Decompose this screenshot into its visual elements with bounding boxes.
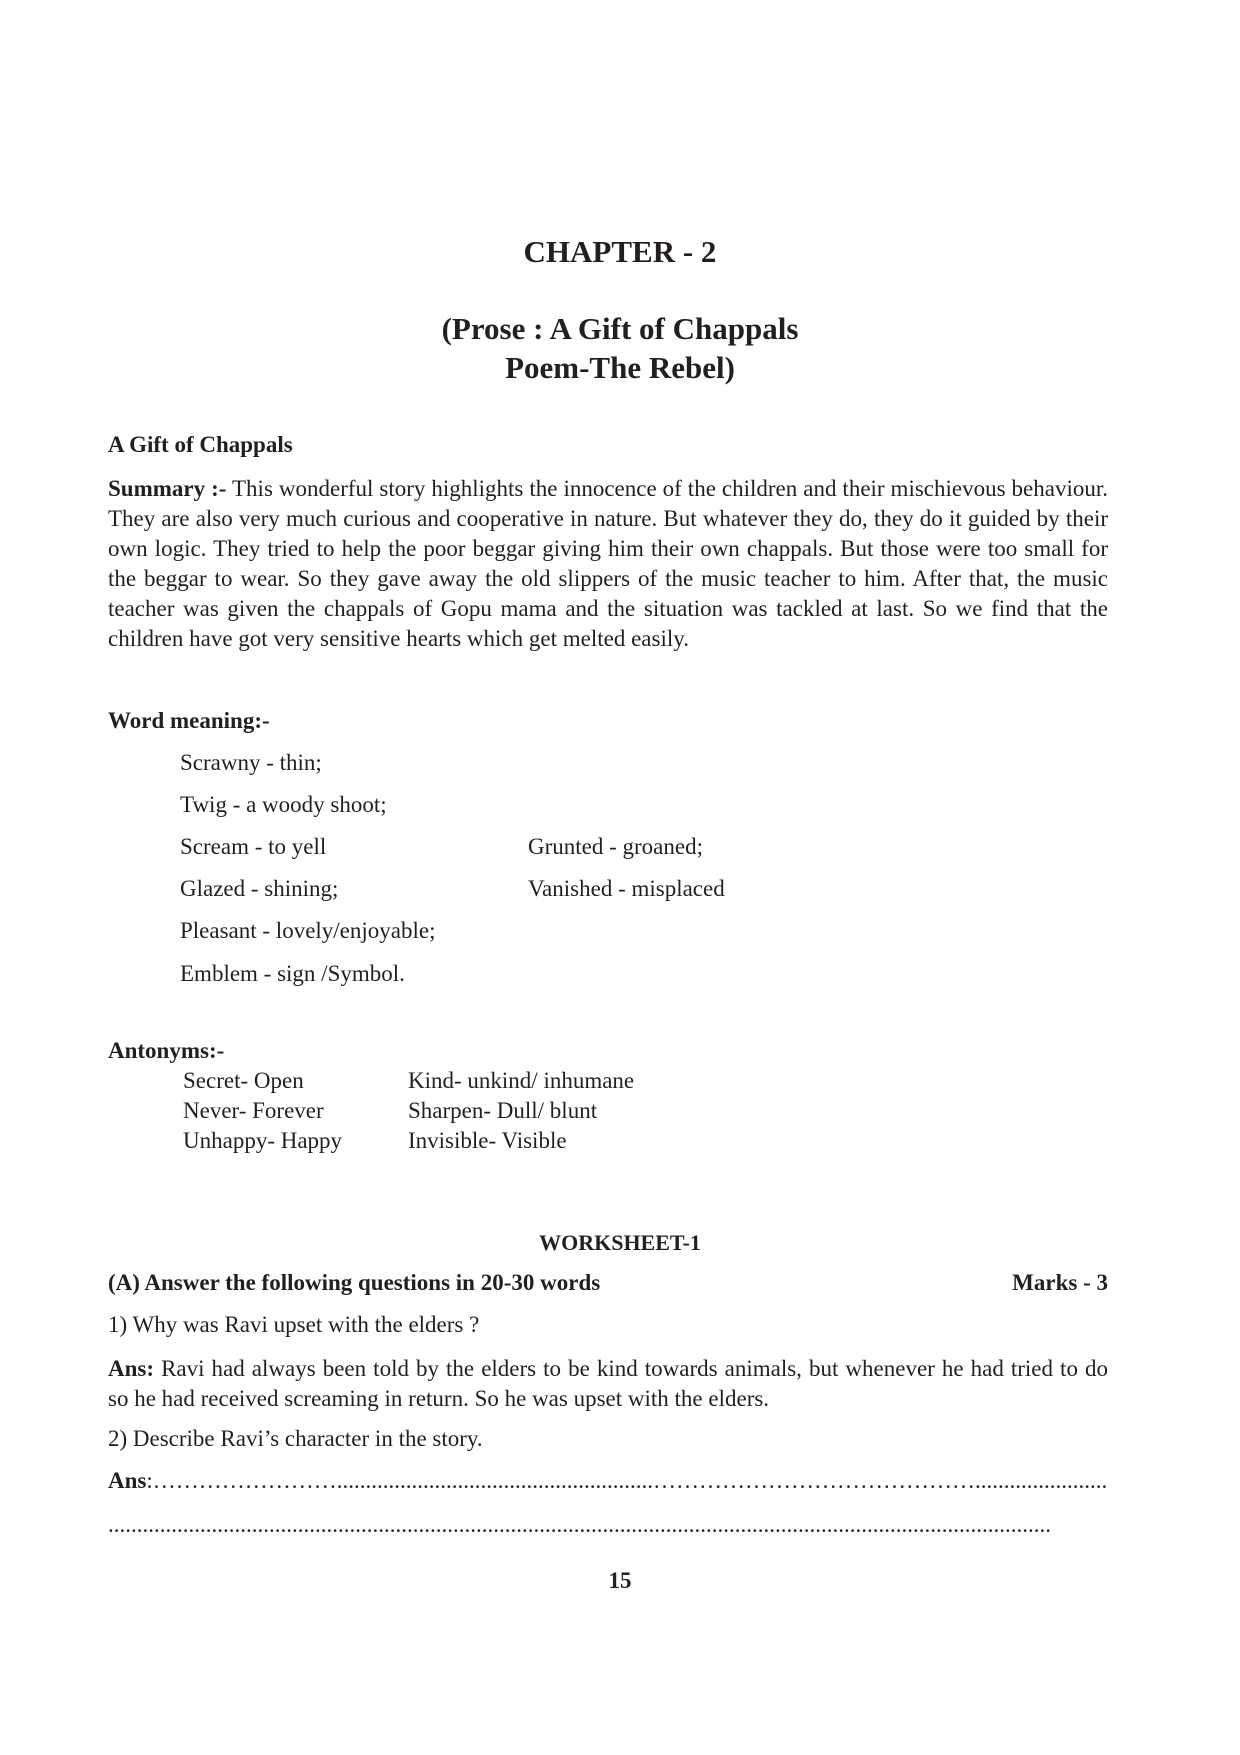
answer-1-text: Ravi had always been told by the elders to be kind towards animals, but whenever he had tried to do so he had received screaming in return. So he was upset with the elders. <box>108 1356 1108 1411</box>
word-meaning-item: Grunted - groaned; <box>528 834 703 859</box>
marks-label: Marks - 3 <box>1012 1270 1108 1295</box>
question-1: 1) Why was Ravi upset with the elders ? <box>108 1312 480 1337</box>
word-meaning-item: Glazed - shining; <box>180 876 339 901</box>
answer-1-label: Ans: <box>108 1356 155 1381</box>
antonym-item: Kind- unkind/ inhumane <box>408 1068 635 1093</box>
answer-2-blank: :…………………….......................................................……………………………………....................... <box>146 1468 1108 1493</box>
word-meaning-item: Scrawny - thin; <box>180 750 322 775</box>
antonym-item: Invisible- Visible <box>408 1128 567 1153</box>
word-meaning-item: Emblem - sign /Symbol. <box>180 961 405 986</box>
word-meaning-item: Vanished - misplaced <box>528 876 725 901</box>
worksheet-title: WORKSHEET-1 <box>539 1230 701 1255</box>
worksheet-instruction-row <box>108 1270 1108 1296</box>
word-meaning-item: Scream - to yell <box>180 834 327 859</box>
answer-2-label: Ans <box>108 1468 147 1493</box>
summary-text: This wonderful story highlights the innocence of the children and their mischievous behaviour. They are also very much curious and cooperative in nature. But whatever they do, they do it guided by their own logic. They tried to help the poor beggar giving him their own chappals. But those were too small for the beggar to wear. So they gave away the old slippers of the music teacher to him. After that, the music teacher was given the chappals of Gopu mama and the situation was tackled at last. So we find that the children have got very sensitive hearts which get melted easily. <box>108 476 1108 651</box>
answer-2-line-2: .................................................................................................................................................................... <box>108 1512 1051 1537</box>
answer-2-line-1 <box>108 1468 1108 1494</box>
page-number: 15 <box>608 1568 632 1593</box>
antonym-item: Sharpen- Dull/ blunt <box>408 1098 598 1123</box>
worksheet-instruction: (A) Answer the following questions in 20-30 words <box>108 1270 601 1295</box>
antonym-item: Never- Forever <box>183 1098 324 1123</box>
word-meaning-item: Twig - a woody shoot; <box>180 792 387 817</box>
antonym-item: Unhappy- Happy <box>183 1128 343 1153</box>
question-2: 2) Describe Ravi’s character in the story. <box>108 1426 483 1451</box>
word-meaning-heading: Word meaning:- <box>108 708 270 733</box>
answer-1 <box>108 1354 1108 1414</box>
section-title: A Gift of Chappals <box>108 432 293 457</box>
summary-label: Summary :- <box>108 476 227 501</box>
antonyms-heading: Antonyms:- <box>108 1038 225 1063</box>
word-meaning-item: Pleasant - lovely/enjoyable; <box>180 918 436 943</box>
subtitle-line-2: Poem-The Rebel) <box>505 350 735 385</box>
antonym-item: Secret- Open <box>183 1068 304 1093</box>
summary-paragraph <box>108 474 1108 654</box>
chapter-title: CHAPTER - 2 <box>523 234 717 269</box>
subtitle-line-1: (Prose : A Gift of Chappals <box>441 311 799 346</box>
